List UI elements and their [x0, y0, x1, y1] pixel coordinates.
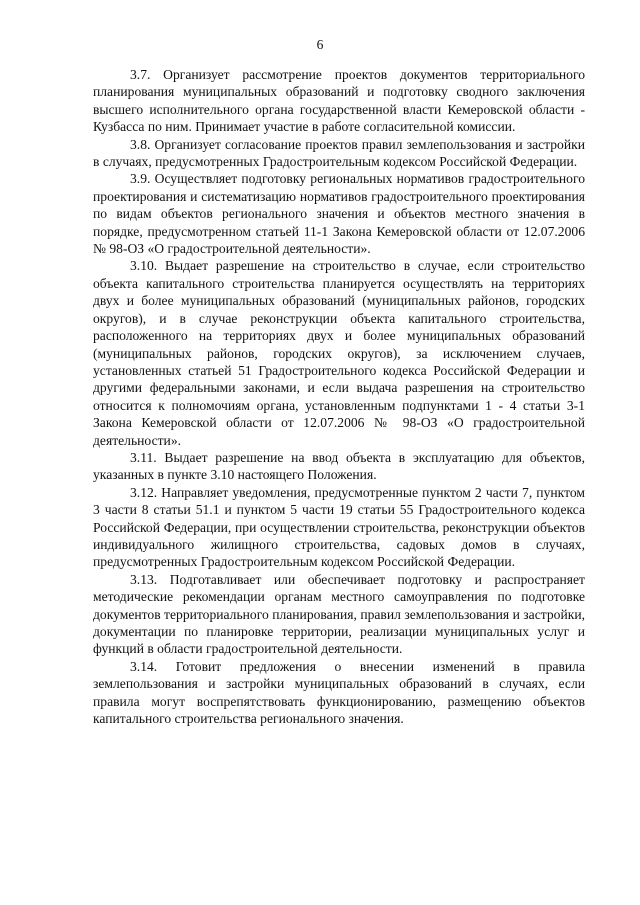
paragraph-3-11: 3.11. Выдает разрешение на ввод объекта в эксплуатацию для объектов, указанных в пункте 3.10 настоящего Положения.: [93, 449, 585, 483]
paragraph-3-14: 3.14. Готовит предложения о внесении изменений в правила землепользования и застройки муниципальных образований в случаях, если правила могут воспрепятствовать функционированию, размещению объектов капитального строительства регионального значения.: [93, 658, 585, 727]
paragraph-3-7: 3.7. Организует рассмотрение проектов документов территориального планирования муниципальных образований и подготовку сводного заключения высшего исполнительного органа государственной власти Кемеровской области - Кузбасса по ним. Принимает участие в работе согласительной комиссии.: [93, 67, 585, 135]
paragraph-3-13: 3.13. Подготавливает или обеспечивает подготовку и распространяет методические рекомендации органам местного самоуправления по подготовке документов территориального планирования, правил землепользования и застройки, документации по планировке территории, реализации муниципальных услуг и функций в области градостроительной деятельности.: [93, 571, 585, 657]
paragraph-3-9: 3.9. Осуществляет подготовку региональных нормативов градостроительного проектирования и систематизацию нормативов градостроительного проектирования по видам объектов регионального значения и объектов местного значения в порядке, предусмотренном статьей 11-1 Закона Кемеровской области от 12.07.2006 № 98-ОЗ «О градостроительной деятельности».: [93, 171, 585, 257]
paragraph-3-10: 3.10. Выдает разрешение на строительство в случае, если строительство объекта капитального строительства планируется осуществлять на территориях двух и более муниципальных образований (муниципальных районов, городских округов), и в случае реконструкции объекта капитального строительства, расположенного на территориях двух и более муниципальных образований (муниципальных районов, городских округов), за исключением случаев, установленных статьей 51 Градостроительного кодекса Российской Федерации и другими федеральными законами, и если выдача разрешения на строительство относится к полномочиям органа, установленным подпунктами 1 - 4 статьи 3-1 Закона Кемеровской области от 12.07.2006 № 98-ОЗ «О градостроительной деятельности».: [93, 258, 585, 448]
paragraph-3-12: 3.12. Направляет уведомления, предусмотренные пунктом 2 части 7, пунктом 3 части 8 статьи 51.1 и пунктом 5 части 19 статьи 55 Градостроительного кодекса Российской Федерации, при осуществлении строительства, реконструкции объектов индивидуального жилищного строительства, садовых домов в случаях, предусмотренных Градостроительным кодексом Российской Федерации.: [93, 484, 585, 570]
document-body: [93, 66, 585, 727]
page-number: 6: [316, 37, 324, 52]
paragraph-3-8: 3.8. Организует согласование проектов правил землепользования и застройки в случаях, предусмотренных Градостроительным кодексом Российской Федерации.: [93, 136, 585, 170]
